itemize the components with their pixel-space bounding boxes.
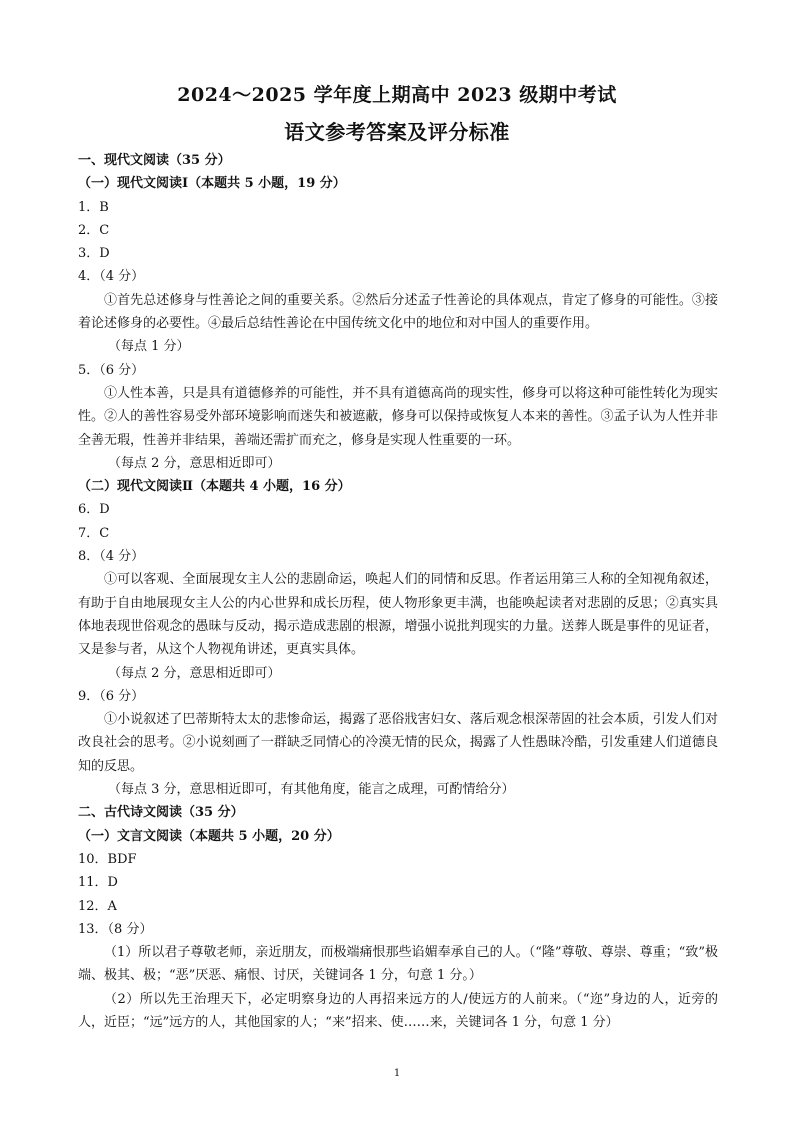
answer-paragraph: ①可以客观、全面展现女主人公的悲剧命运，唤起人们的同情和反思。作者运用第三人称的全知视角叙述，有助于自由地展现女主人公的内心世界和成长历程，使人物形象更丰满，也能唤起读者对悲剧的反思；②真实具体地表现世俗观念的愚昧与反动，揭示造成悲剧的根源，增强小说批判现实的力量。送葬人既是事件的见证者，又是参与者，从这个人物视角讲述，更真实具体。 xyxy=(78,572,718,658)
answer-line: 3．D xyxy=(78,246,110,262)
answer-paragraph: （2）所以先王治理天下，必定明察身边的人再招来远方的人/使远方的人前来。（“迩”身边的人，近旁的人，近臣；“远”远方的人，其他国家的人；“来”招来、使……来，关键词各 1 分，句意 1 分） xyxy=(78,991,718,1030)
answer-paragraph: ①首先总述修身与性善论之间的重要关系。②然后分述孟子性善论的具体观点，肯定了修身的可能性。③接着论述修身的必要性。④最后总结性善论在中国传统文化中的地位和对中国人的重要作用。 xyxy=(78,292,718,332)
answer-line: 2．C xyxy=(78,222,110,238)
answer-paragraph: （1）所以君子尊敬老师，亲近朋友，而极端痛恨那些谄媚奉承自己的人。（“隆”尊敬、尊崇、尊重；“致”极端、极其、极；“恶”厌恶、痛恨、讨厌，关键词各 1 分，句意 1 分。） xyxy=(78,945,718,984)
answer-line: 13．（8 分） xyxy=(78,921,153,937)
scoring-note: （每点 1 分） xyxy=(108,339,190,355)
section-heading: （二）现代文阅读Ⅱ（本题共 4 小题，16 分） xyxy=(78,479,351,495)
answer-line: 5．（6 分） xyxy=(78,362,145,378)
answer-paragraph: ①小说叙述了巴蒂斯特太太的悲惨命运，揭露了恶俗戕害妇女、落后观念根深蒂固的社会本质，引发人们对改良社会的思考。②小说刻画了一群缺乏同情心的冷漠无情的民众，揭露了人性愚昧冷酷，引发重建人们道德良知的反思。 xyxy=(78,712,718,774)
answer-line: 11．D xyxy=(78,875,118,891)
answer-line: 1．B xyxy=(78,199,109,215)
answer-line: 7．C xyxy=(78,525,110,541)
scoring-note: （每点 3 分，意思相近即可，有其他角度，能言之成理，可酌情给分） xyxy=(108,782,515,798)
section-heading: （一）现代文阅读Ⅰ（本题共 5 小题，19 分） xyxy=(78,176,346,192)
section-heading: 二、古代诗文阅读（35 分） xyxy=(78,805,244,821)
exam-title: 2024～2025 学年度上期高中 2023 级期中考试 xyxy=(177,84,617,106)
scoring-note: （每点 2 分，意思相近即可） xyxy=(108,455,281,471)
answer-line: 10．BDF xyxy=(78,851,137,867)
answer-line: 4．（4 分） xyxy=(78,269,145,285)
answer-line: 12．A xyxy=(78,898,117,914)
section-heading: （一）文言文阅读（本题共 5 小题，20 分） xyxy=(78,828,340,844)
answer-line: 9．（6 分） xyxy=(78,688,145,704)
exam-subtitle: 语文参考答案及评分标准 xyxy=(284,120,510,144)
answer-line: 6．D xyxy=(78,502,110,518)
answer-paragraph: ①人性本善，只是具有道德修养的可能性，并不具有道德高尚的现实性，修身可以将这种可能性转化为现实性。②人的善性容易受外部环境影响而迷失和被遮蔽，修身可以保持或恢复人本来的善性。③孟子认为人性并非全善无瑕，性善并非结果，善端还需扩而充之，修身是实现人性重要的一环。 xyxy=(78,385,718,448)
page-number: 1 xyxy=(393,1068,401,1079)
answer-content xyxy=(78,149,718,1034)
section-heading: 一、现代文阅读（35 分） xyxy=(78,153,231,168)
answer-line: 8．（4 分） xyxy=(78,549,145,565)
scoring-note: （每点 2 分，意思相近即可） xyxy=(108,665,281,681)
